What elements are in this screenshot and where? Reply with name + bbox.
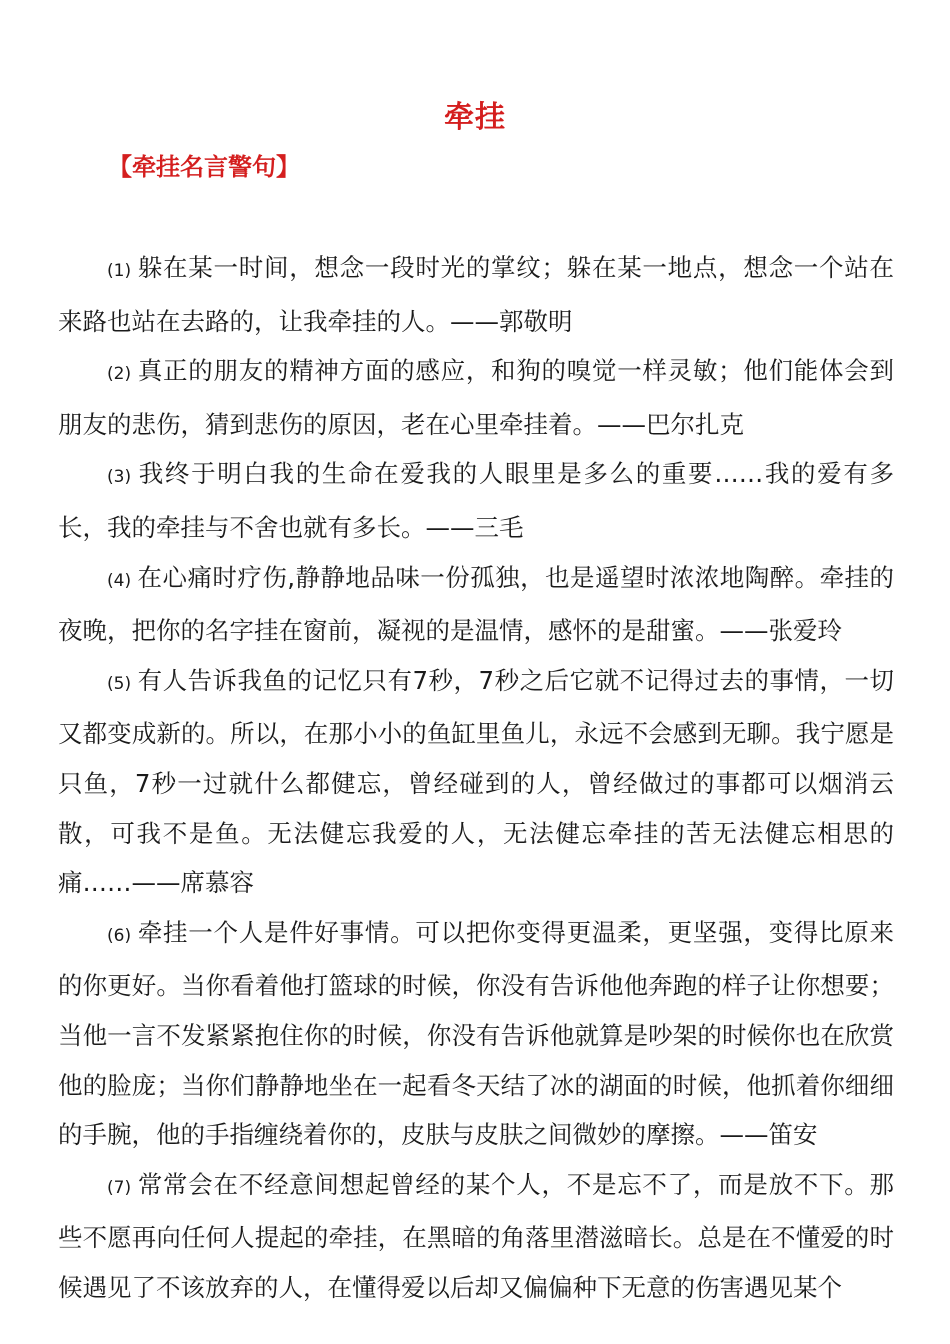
quote-paragraph-5 xyxy=(58,656,894,908)
quote-paragraph-1 xyxy=(58,243,894,346)
quote-text: 牵挂一个人是件好事情。可以把你变得更温柔，更坚强，变得比原来的你更好。当你看着他打篮球的时候，你没有告诉他他奔跑的样子让你想要；当他一言不发紧紧抱住你的时候，你没有告诉他就算是吵架的时候你也在欣赏他的脸庞；当你们静静地坐在一起看冬天结了冰的湖面的时候，他抓着你细细的手腕，他的手指缠绕着你的，皮肤与皮肤之间微妙的摩擦。——笛安 xyxy=(58,917,894,1150)
quote-number: (1) xyxy=(107,261,132,281)
quote-number: (4) xyxy=(107,570,132,591)
quote-number: (7) xyxy=(107,1177,132,1198)
quote-number: (3) xyxy=(107,467,132,488)
quote-text: 有人告诉我鱼的记忆只有7秒，7秒之后它就不记得过去的事情，一切又都变成新的。所以，在那小小的鱼缸里鱼儿，永远不会感到无聊。我宁愿是只鱼，7秒一过就什么都健忘，曾经碰到的人，曾经做过的事都可以烟消云散，可我不是鱼。无法健忘我爱的人，无法健忘牵挂的苦无法健忘相思的痛……——席慕容 xyxy=(58,665,894,898)
quote-text: 在心痛时疗伤,静静地品味一份孤独，也是遥望时浓浓地陶醉。牵挂的夜晚，把你的名字挂在窗前，凝视的是温情，感怀的是甜蜜。——张爱玲 xyxy=(58,562,894,646)
quote-text: 真正的朋友的精神方面的感应，和狗的嗅觉一样灵敏；他们能体会到朋友的悲伤，猜到悲伤的原因，老在心里牵挂着。——巴尔扎克 xyxy=(58,356,894,439)
quote-paragraph-6 xyxy=(58,908,894,1160)
quote-text: 常常会在不经意间想起曾经的某个人，不是忘不了，而是放不下。那些不愿再向任何人提起的牵挂，在黑暗的角落里潜滋暗长。总是在不懂爱的时候遇见了不该放弃的人，在懂得爱以后却又偏偏种下无意的伤害遇见某个 xyxy=(58,1169,894,1302)
quote-number: (5) xyxy=(107,673,132,694)
quote-paragraph-2 xyxy=(58,346,894,449)
quote-paragraph-4 xyxy=(58,553,894,656)
quote-text: 躲在某一时间，想念一段时光的掌纹；躲在某一地点，想念一个站在来路也站在去路的，让我牵挂的人。——郭敬明 xyxy=(58,253,894,336)
quote-number: (6) xyxy=(107,925,132,946)
page-title: 牵挂 xyxy=(444,100,506,135)
quote-paragraph-3 xyxy=(58,449,894,552)
section-heading: 【牵挂名言警句】 xyxy=(108,153,300,181)
quote-paragraph-7 xyxy=(58,1160,894,1313)
quote-list xyxy=(58,243,894,1312)
quote-number: (2) xyxy=(107,364,132,385)
quote-text: 我终于明白我的生命在爱我的人眼里是多么的重要……我的爱有多长，我的牵挂与不舍也就有多长。——三毛 xyxy=(58,459,894,542)
